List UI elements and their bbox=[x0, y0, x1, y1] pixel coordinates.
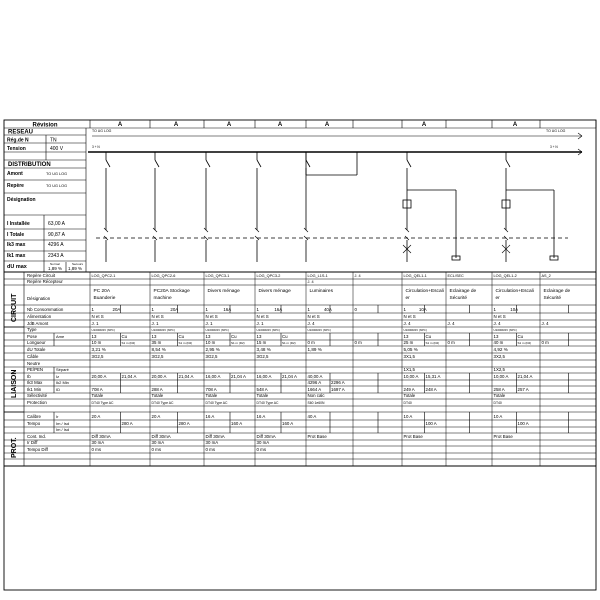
i-totale-value: 90,87 A bbox=[48, 232, 65, 238]
cell-cont: Diff 30mA bbox=[151, 434, 171, 439]
cell-repere: J. 4 bbox=[354, 274, 361, 278]
row-label: Nb Consommation bbox=[27, 307, 64, 312]
cell-long: 25 m bbox=[403, 340, 414, 345]
cell-long: 0 m bbox=[447, 340, 455, 345]
reg-label: Rég.de N bbox=[7, 137, 29, 144]
cell-ik1: 548 A bbox=[256, 387, 268, 392]
row-sublabel: Séparé bbox=[56, 367, 69, 372]
cell-iz: 21,04 A bbox=[121, 374, 137, 379]
cell-repere: LOG_QEL1-2 bbox=[493, 274, 517, 278]
cell-protection: DT40 Type AC bbox=[205, 401, 228, 405]
row-label: JdB Amont bbox=[27, 321, 49, 326]
cell-jdb: J. 1 bbox=[205, 321, 213, 326]
revision-value: A bbox=[421, 122, 427, 128]
row-label: Désignation bbox=[27, 296, 51, 301]
breaker-contact-3 bbox=[257, 160, 261, 167]
bus-phase-label-right: 3 + N bbox=[550, 145, 558, 149]
cell-ame: Cu bbox=[425, 334, 432, 339]
cell-nb: 1 bbox=[151, 307, 154, 312]
cell-alim: N et S bbox=[256, 314, 269, 319]
cell-pose: 13 bbox=[256, 334, 262, 339]
cell-type: U1000R2V (6PC) bbox=[151, 328, 175, 332]
cell-protection: S60 1e60N bbox=[307, 401, 325, 405]
cell-selectivite: Totale bbox=[91, 393, 104, 398]
cell-alim: N et S bbox=[493, 314, 506, 319]
revision-value: A bbox=[512, 122, 518, 128]
row-label: Repère Récepteur bbox=[27, 279, 63, 284]
amont-value: TO UG LOG bbox=[46, 172, 68, 176]
cell-ib: 40,00 A bbox=[307, 374, 323, 379]
i-installee-label: I Installée bbox=[7, 221, 30, 227]
row-sublabel: ID bbox=[56, 387, 60, 392]
cell-du: 3,21 % bbox=[91, 347, 106, 352]
cell-iz: 15,31 A bbox=[425, 374, 441, 379]
repere-value: TO UG LOG bbox=[46, 184, 68, 188]
cell-du: 1,89 % bbox=[307, 347, 322, 352]
cell-id: 257 A bbox=[517, 387, 529, 392]
cell-recepteur: J. 4 bbox=[307, 280, 314, 284]
cell-ik1: 258 A bbox=[493, 387, 505, 392]
ik3-value: 4296 A bbox=[48, 242, 64, 248]
cell-pose: 13 bbox=[493, 334, 499, 339]
cell-du: 4,92 % bbox=[493, 347, 508, 352]
cell-calibre: 10 A bbox=[493, 414, 503, 419]
cell-long: 10 m bbox=[91, 340, 102, 345]
cell-tdiff: 0 ms bbox=[205, 447, 216, 452]
cell-nb: 1 bbox=[205, 307, 208, 312]
cell-ib: 16,00 A bbox=[256, 374, 272, 379]
cell-du: 5,05 % bbox=[403, 347, 418, 352]
cell-ib: 20,00 A bbox=[151, 374, 167, 379]
cell-long2: S1 m (D2) bbox=[282, 341, 296, 345]
cell-tdiff: 0 ms bbox=[91, 447, 102, 452]
cell-ib: 10,00 A bbox=[403, 374, 419, 379]
du-normal-value: 1,89 % bbox=[48, 266, 63, 271]
cell-repere: LOG_QPC2-6 bbox=[151, 274, 176, 278]
cell-designation: Sécurité bbox=[449, 296, 468, 301]
cell-du: 8,54 % bbox=[151, 347, 166, 352]
cell-cable: 3X1,5 bbox=[403, 354, 415, 359]
cell-type: U1000R2V (6PC) bbox=[205, 328, 229, 332]
row-label: Cont. Ind. bbox=[27, 434, 47, 439]
cell-designation: PC20A Stockage bbox=[153, 289, 190, 294]
cell-ik1: 708 A bbox=[205, 387, 217, 392]
bus-arrow bbox=[578, 133, 582, 136]
cell-designation: Circulation+Escali bbox=[405, 289, 444, 294]
cell-protection: DT40 bbox=[403, 401, 412, 405]
cell-iz: 21,04 A bbox=[517, 374, 533, 379]
cell-ik2: 2296 A bbox=[331, 380, 345, 385]
row-sublabel: Im / Isd bbox=[56, 421, 70, 426]
row-sublabel: Iz bbox=[56, 374, 60, 379]
row-sublabel: Ik2 Min bbox=[56, 380, 69, 385]
cell-conso: 20A bbox=[170, 307, 179, 312]
cell-irr: 30 mA bbox=[151, 440, 165, 445]
cell-long: 15 m bbox=[256, 340, 267, 345]
circuit-section-label: CIRCUIT bbox=[11, 293, 18, 322]
row-label: Ik1 Min bbox=[27, 387, 42, 392]
cell-repere: AS_2 bbox=[541, 274, 551, 278]
cell-designation: Divers ménage bbox=[207, 289, 240, 294]
cell-ame: Cu bbox=[517, 334, 524, 339]
cell-type: U1000R2V (6PC) bbox=[91, 328, 115, 332]
row-label: Ib bbox=[27, 374, 31, 379]
cell-ame: Cu bbox=[121, 334, 128, 339]
cell-repere: ECL/SEC bbox=[447, 274, 464, 278]
cell-jdb: J. 4 bbox=[447, 321, 455, 326]
revision-value: A bbox=[226, 122, 232, 128]
cell-cont: Prot Base bbox=[403, 434, 423, 439]
cell-calibre: 20 A bbox=[151, 414, 161, 419]
bus-arrow bbox=[578, 136, 582, 139]
cell-alim: N et S bbox=[151, 314, 164, 319]
cell-cable: 3X2,5 bbox=[493, 354, 505, 359]
cell-long2: S1 m (D2) bbox=[231, 341, 245, 345]
cell-cable: 3G2,5 bbox=[91, 354, 104, 359]
row-label: Tempo Diff bbox=[27, 447, 48, 452]
cell-conso: 20A bbox=[112, 307, 121, 312]
cell-neutre: 1X1,5 bbox=[403, 367, 415, 372]
cell-selectivite: Non calc bbox=[307, 393, 325, 398]
cell-jdb: J. 4 bbox=[307, 321, 315, 326]
tension-label: Tension bbox=[7, 146, 26, 152]
cell-repere: LOG_QEL1-1 bbox=[403, 274, 427, 278]
cell-iz: 21,04 A bbox=[231, 374, 246, 379]
cell-tdiff: 0 ms bbox=[151, 447, 162, 452]
row-label: Repère Circuit bbox=[27, 273, 56, 278]
cell-ib: 16,00 A bbox=[205, 374, 221, 379]
cell-pose: 13 bbox=[403, 334, 409, 339]
cell-selectivite: Totale bbox=[205, 393, 218, 398]
cell-type: U1000R2V (6PC) bbox=[307, 328, 331, 332]
cell-designation: Eclairage de bbox=[449, 289, 477, 294]
revision-value: A bbox=[117, 122, 123, 128]
cell-repere: LOG_QPC2-1 bbox=[91, 274, 116, 278]
cell-long: 0 m bbox=[307, 340, 315, 345]
cell-long2: S1 m (D2) bbox=[425, 341, 440, 345]
cell-ame: Cu bbox=[231, 334, 237, 339]
cell-jdb: J. 4 bbox=[403, 321, 411, 326]
ik3-label: Ik3 max bbox=[7, 242, 26, 248]
cell-long2: S1 m (D2) bbox=[178, 341, 193, 345]
row-sublabel: Ame bbox=[56, 334, 65, 339]
cell-nb: 1 bbox=[403, 307, 406, 312]
du-label: dU max bbox=[7, 264, 27, 270]
cell-ame: Cu bbox=[178, 334, 185, 339]
cell-type: U1000R2V (6PC) bbox=[493, 328, 517, 332]
breaker-contact-4 bbox=[306, 160, 310, 167]
cell-selectivite: Totale bbox=[403, 393, 416, 398]
row-label: Ik3 Max bbox=[27, 380, 43, 385]
cell-type: U1000R2V (6PC) bbox=[256, 328, 280, 332]
cell-jdb: J. 1 bbox=[256, 321, 264, 326]
cell-designation: Sécurité bbox=[543, 296, 562, 301]
cell-selectivite: Totale bbox=[493, 393, 506, 398]
cell-designation: Eclairage de bbox=[543, 289, 571, 294]
cell-protection: DT40 bbox=[493, 401, 502, 405]
cell-pose: 13 bbox=[151, 334, 157, 339]
breaker-contact-2 bbox=[206, 160, 210, 167]
tension-value: 400 V bbox=[50, 146, 64, 152]
cell-long: 0 m bbox=[354, 340, 362, 345]
cell-long: 10 m bbox=[205, 340, 216, 345]
cell-designation: machine bbox=[153, 296, 172, 301]
cell-ib: 20,00 A bbox=[91, 374, 107, 379]
cell-long: 0 m bbox=[541, 340, 549, 345]
revision-value: A bbox=[173, 122, 179, 128]
du-normal-label: Normal bbox=[50, 262, 60, 266]
row-label: Sélectivité bbox=[27, 393, 48, 398]
cell-long: 35 m bbox=[151, 340, 162, 345]
breaker-contact-1 bbox=[155, 160, 159, 167]
row-label: Tempo bbox=[27, 421, 41, 426]
ik1-label: Ik1 max bbox=[7, 253, 26, 259]
bus-left-label: TO UG LOG bbox=[92, 129, 112, 133]
du-secours-value: 1,89 % bbox=[68, 266, 83, 271]
cell-nb: 1 bbox=[256, 307, 259, 312]
cell-du: 2,95 % bbox=[205, 347, 220, 352]
distribution-title: DISTRIBUTION bbox=[8, 162, 51, 168]
cell-repere: LOG_QPC3-1 bbox=[205, 274, 230, 278]
cell-type: U1000R2V (6PC) bbox=[403, 328, 427, 332]
ik1-value: 2343 A bbox=[48, 253, 64, 259]
row-label: Ir Diff bbox=[27, 440, 38, 445]
cell-ik3: 4296 A bbox=[307, 380, 322, 385]
bus-right-label: TO UG LOG bbox=[546, 129, 566, 133]
cell-ik1: 1664 A bbox=[307, 387, 322, 392]
row-sublabel: Ir bbox=[56, 414, 59, 419]
row-label: Neutre bbox=[27, 361, 41, 366]
cell-cable: 3G2,5 bbox=[205, 354, 218, 359]
cell-im: 100 A bbox=[425, 421, 437, 426]
designation-label: Désignation bbox=[7, 197, 36, 203]
cell-designation: Buanderie bbox=[93, 296, 116, 301]
cell-selectivite: Totale bbox=[151, 393, 164, 398]
cell-cont: Prot Base bbox=[307, 434, 327, 439]
cell-calibre: 16 A bbox=[256, 414, 266, 419]
cell-pose: 13 bbox=[91, 334, 97, 339]
cell-cont: Prot Base bbox=[493, 434, 513, 439]
prot-section-label: PROT. bbox=[11, 437, 18, 458]
cell-long2: S1 m (D2) bbox=[121, 341, 136, 345]
row-label: Longueur bbox=[27, 340, 46, 345]
cell-conso: 16A bbox=[274, 307, 283, 312]
cell-ib: 10,00 A bbox=[493, 374, 509, 379]
bus-phase-label: 3 + N bbox=[92, 145, 100, 149]
cell-long: 40 m bbox=[493, 340, 504, 345]
cell-long2: S1 m (D2) bbox=[517, 341, 532, 345]
cell-jdb: J. 1 bbox=[91, 321, 99, 326]
cell-calibre: 16 A bbox=[205, 414, 215, 419]
row-label: PE/PEN bbox=[27, 367, 44, 372]
cell-cont: Diff 30mA bbox=[205, 434, 225, 439]
cell-im: 280 A bbox=[178, 421, 190, 426]
cell-cable: 3G2,5 bbox=[256, 354, 269, 359]
row-label: Pose bbox=[27, 334, 38, 339]
cell-calibre: 20 A bbox=[91, 414, 101, 419]
i-totale-label: I Totale bbox=[7, 232, 25, 238]
cell-im: 100 A bbox=[517, 421, 529, 426]
breaker-contact-5 bbox=[407, 160, 411, 167]
cell-tdiff: 0 ms bbox=[256, 447, 267, 452]
reg-value: TN bbox=[50, 137, 57, 144]
row-label: dU Totale bbox=[27, 347, 46, 352]
cell-jdb: J. 1 bbox=[151, 321, 159, 326]
du-secours-label: Secours bbox=[72, 262, 84, 266]
cell-ame: Cu bbox=[282, 334, 288, 339]
i-installee-value: 63,00 A bbox=[48, 221, 65, 227]
row-label: Calibre bbox=[27, 414, 41, 419]
row-sublabel: Im / Isd bbox=[56, 427, 70, 432]
cell-pose: 13 bbox=[205, 334, 211, 339]
cell-protection: DT40 Type AC bbox=[91, 401, 114, 405]
cell-designation: Luminaires bbox=[309, 289, 333, 294]
cell-neutre: 1X2,5 bbox=[493, 367, 505, 372]
cell-iz: 21,04 A bbox=[178, 374, 194, 379]
cell-du: 3,48 % bbox=[256, 347, 271, 352]
cell-cont: Diff 30mA bbox=[91, 434, 111, 439]
cell-id: 1697 A bbox=[331, 387, 345, 392]
cell-ik1: 288 A bbox=[151, 387, 163, 392]
cell-repere: LOG_L1S-1 bbox=[307, 274, 328, 278]
amont-label: Amont bbox=[7, 171, 23, 177]
cell-ik1: 708 A bbox=[91, 387, 103, 392]
cell-designation: er bbox=[405, 296, 410, 301]
cell-alim: N et S bbox=[307, 314, 320, 319]
repere-label: Repère bbox=[7, 183, 24, 189]
breaker-contact-0 bbox=[106, 160, 110, 167]
cell-id: 248 A bbox=[425, 387, 437, 392]
revision-label: Révision bbox=[32, 122, 58, 129]
cell-nb: 1 bbox=[493, 307, 496, 312]
revision-value: A bbox=[324, 122, 330, 128]
cell-irr: 30 mA bbox=[205, 440, 219, 445]
cell-alim: N et S bbox=[205, 314, 218, 319]
cell-protection: DT40 Type AC bbox=[256, 401, 279, 405]
cell-im: 160 A bbox=[282, 421, 294, 426]
cell-jdb: J. 4 bbox=[541, 321, 549, 326]
cell-designation: Circulation+Escali bbox=[495, 289, 534, 294]
cell-nb: 1 bbox=[91, 307, 94, 312]
row-label: Alimentation bbox=[27, 314, 52, 319]
cell-cable: 3G2,5 bbox=[151, 354, 164, 359]
cell-cont: Diff 30mA bbox=[256, 434, 276, 439]
cell-calibre: 10 A bbox=[403, 414, 413, 419]
cell-iz: 21,04 A bbox=[282, 374, 297, 379]
row-label: Câble bbox=[27, 354, 39, 359]
cell-designation: Divers ménage bbox=[258, 289, 291, 294]
cell-irr: 30 mA bbox=[91, 440, 105, 445]
reseau-title: RESEAU bbox=[8, 129, 34, 136]
cell-designation: PC 20A bbox=[93, 289, 111, 294]
cell-conso: 40A bbox=[323, 307, 332, 312]
row-label: Protection bbox=[27, 400, 47, 405]
revision-value: A bbox=[277, 122, 283, 128]
cell-jdb: J. 4 bbox=[493, 321, 501, 326]
cell-alim: N et S bbox=[91, 314, 104, 319]
cell-irr: 30 mA bbox=[256, 440, 270, 445]
cell-conso: 16A bbox=[223, 307, 232, 312]
cell-alim: N et S bbox=[403, 314, 416, 319]
cell-selectivite: Totale bbox=[256, 393, 269, 398]
liaison-section-label: LIAISON bbox=[11, 369, 18, 398]
cell-nb: 0 bbox=[354, 307, 357, 312]
cell-conso: 10A bbox=[510, 307, 519, 312]
cell-repere: LOG_QPC3-2 bbox=[256, 274, 281, 278]
cell-ik1: 249 A bbox=[403, 387, 415, 392]
breaker-contact-6 bbox=[506, 160, 510, 167]
cell-conso: 10A bbox=[418, 307, 427, 312]
cell-protection: DT40 Type AC bbox=[151, 401, 174, 405]
cell-im: 160 A bbox=[231, 421, 243, 426]
cell-calibre: 40 A bbox=[307, 414, 317, 419]
row-label: Type bbox=[27, 327, 37, 332]
cell-designation: er bbox=[495, 296, 500, 301]
cell-im: 280 A bbox=[121, 421, 133, 426]
cell-nb: 1 bbox=[307, 307, 310, 312]
